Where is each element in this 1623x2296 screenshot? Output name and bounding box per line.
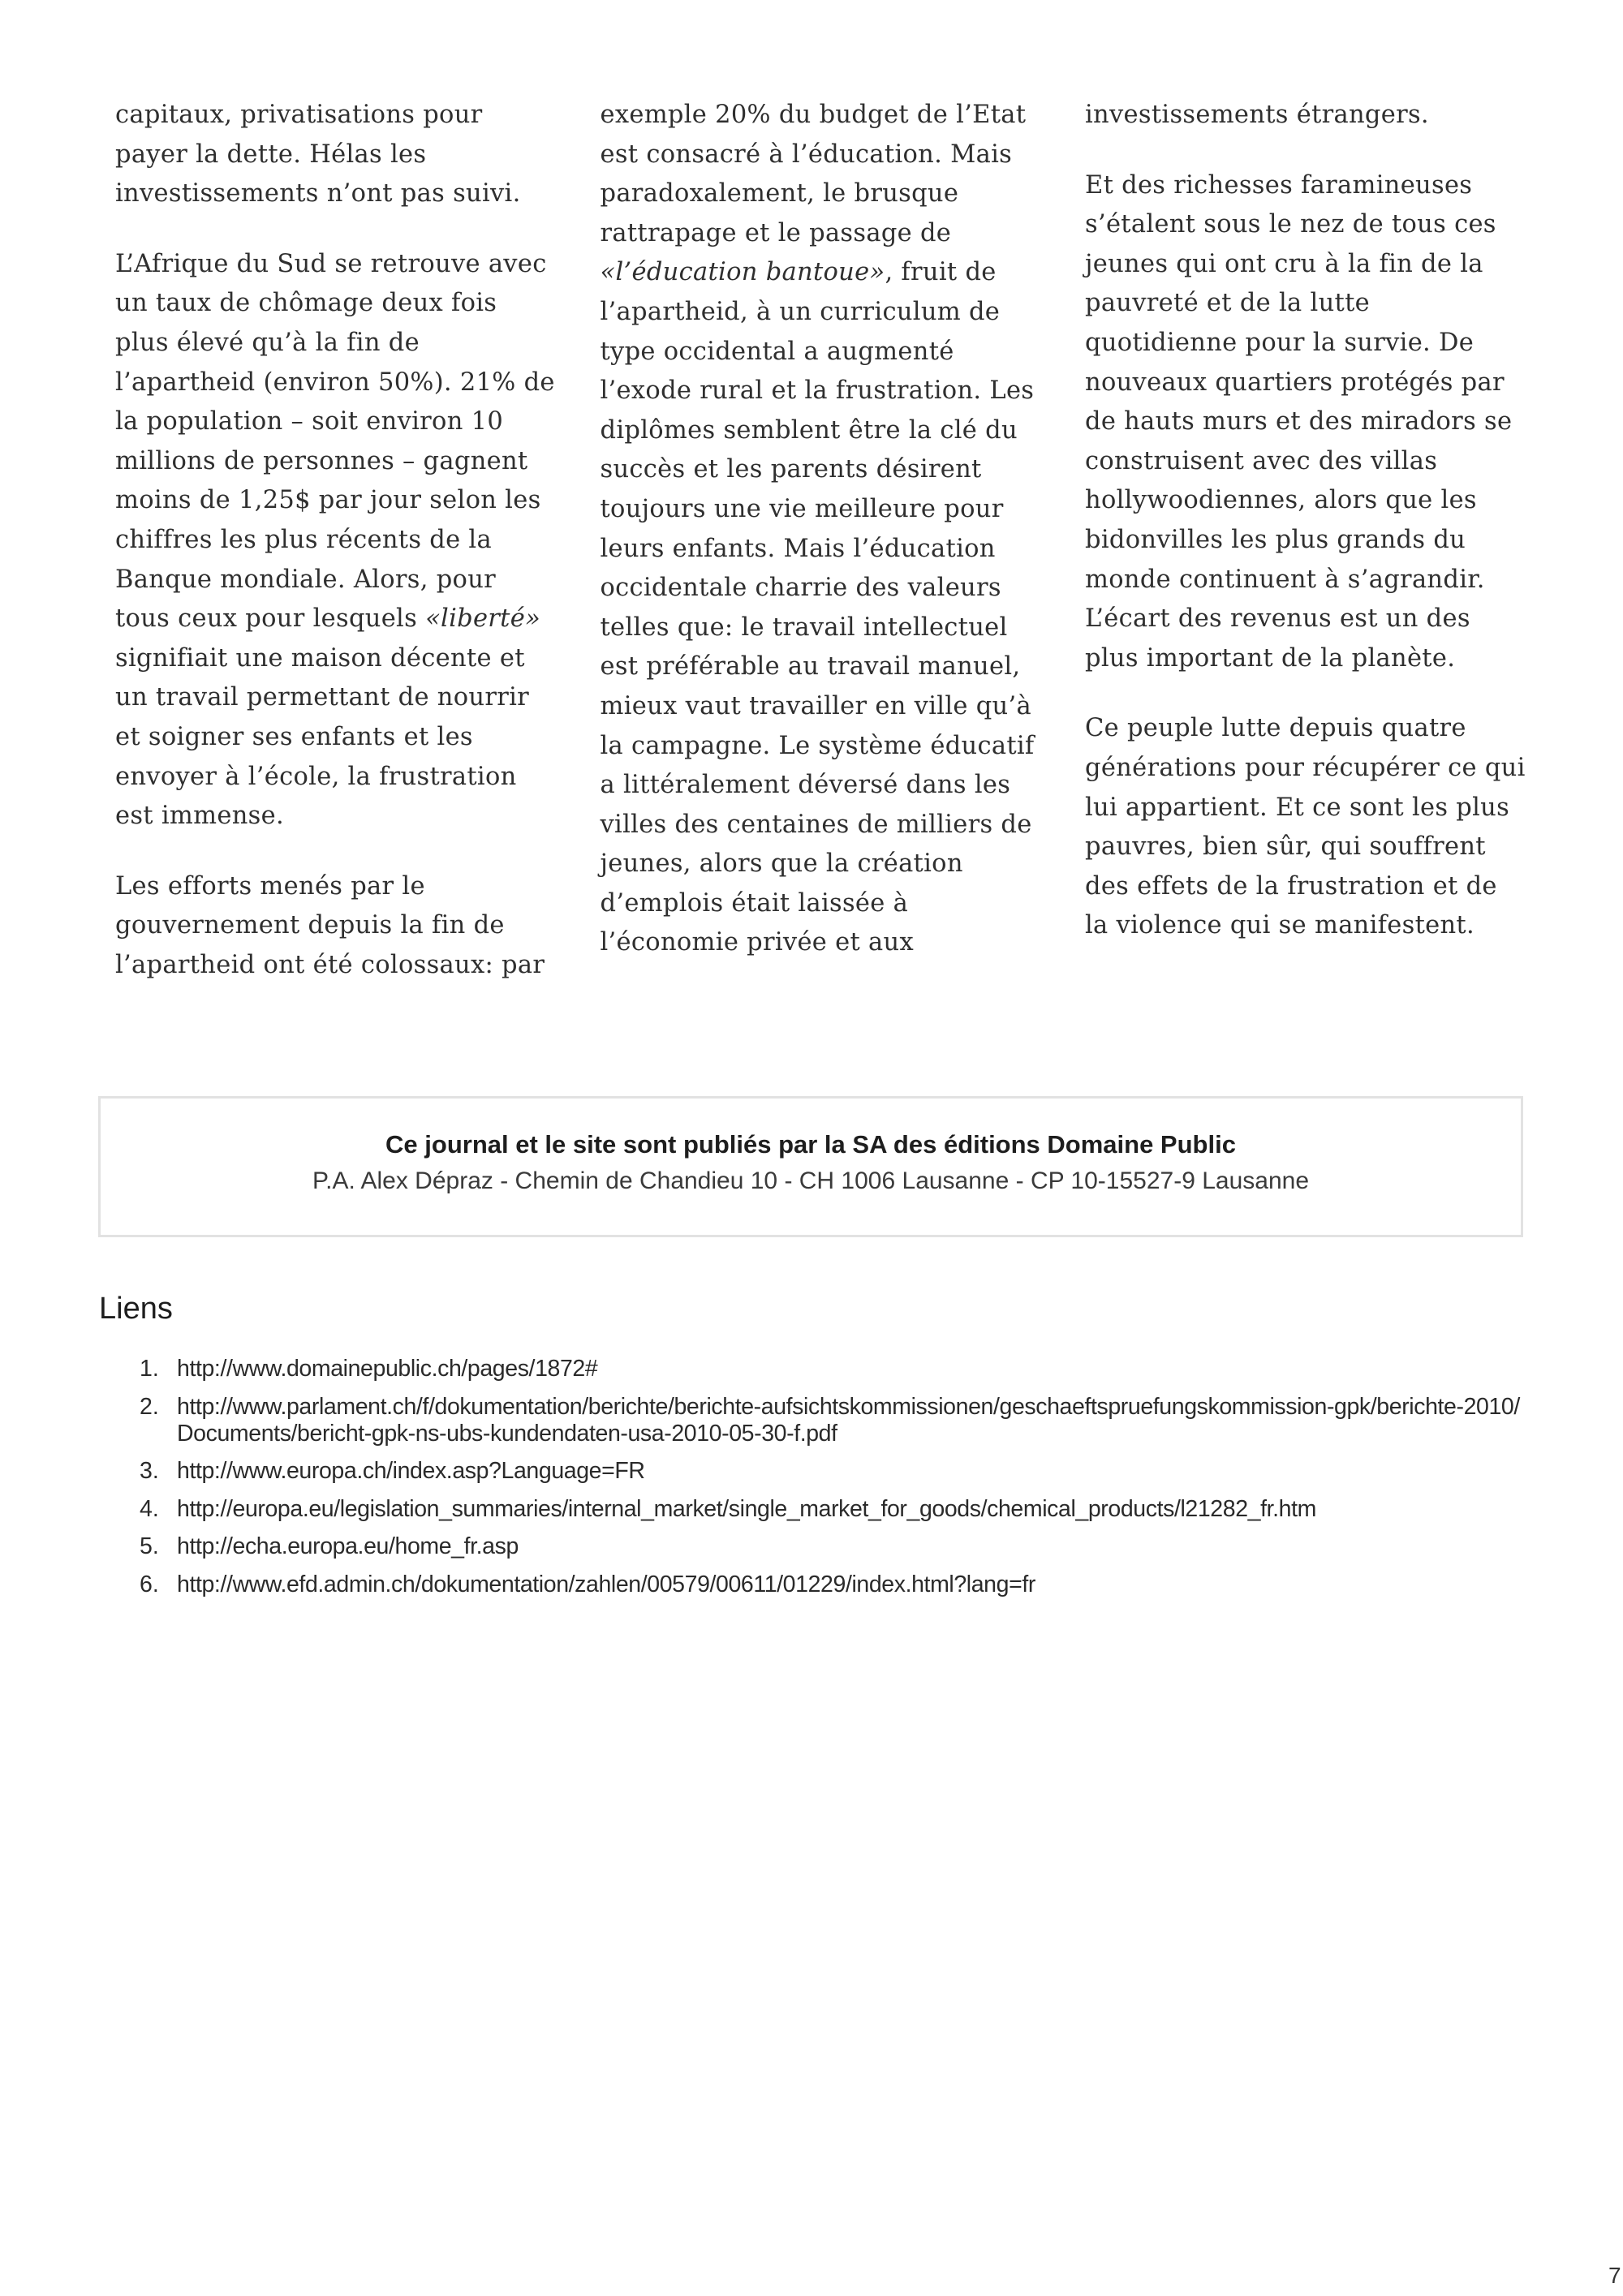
link-url[interactable]: http://www.europa.ch/index.asp?Language=FR [177, 1458, 645, 1484]
link-url[interactable]: http://www.parlament.ch/f/dokumentation/berichte/berichte-aufsichtskommissionen/geschaeftspruefungskommission-gpk/berichte-2010/Documents/bericht-gpk-ns-ubs-kundendaten-usa-2010-05-30-f.pdf [177, 1393, 1520, 1447]
links-heading: Liens [99, 1292, 173, 1326]
article-column-2 [601, 96, 1043, 1004]
article-paragraph: Les efforts menés par le gouvernement depuis la fin de l’apartheid ont été colossaux: par [115, 871, 545, 979]
link-number: 5. [140, 1533, 159, 1559]
paragraph-text: signifiait une maison décente et un travail permettant de nourrir et soigner ses enfants et les envoyer à l’école, la frustration est immense. [115, 643, 530, 831]
link-item [140, 1572, 1535, 1598]
link-item [140, 1394, 1535, 1447]
article-paragraph: capitaux, privatisations pour payer la dette. Hélas les investissements n’ont pas suivi. [115, 101, 521, 209]
article-column-3 [1085, 96, 1527, 1004]
italic-quote: «liberté» [425, 604, 541, 634]
link-item [140, 1533, 1535, 1560]
link-url[interactable]: http://www.domainepublic.ch/pages/1872# [177, 1356, 598, 1382]
article-paragraph [115, 245, 558, 836]
italic-quote: «l’éducation bantoue» [600, 258, 885, 287]
link-number: 4. [140, 1495, 159, 1522]
link-number: 6. [140, 1571, 159, 1597]
link-url[interactable]: http://europa.eu/legislation_summaries/internal_market/single_market_for_goods/chemical_products/l21282_fr.htm [177, 1495, 1316, 1522]
paragraph-text: , fruit de l’apartheid, à un curriculum de type occidental a augmenté l’exode rural et la frustration. Les diplômes semblent être la clé du succès et les parents désirent toujours une vie meilleure pour leurs enfants. Mais l’éducation occidentale charrie des valeurs telles que: le travail intellectuel est préférable au travail manuel, mieux vaut travailler en ville qu’à la campagne. Le système éducatif a littéralement déversé dans les villes des centaines de milliers de jeunes, alors que la création d’emplois était laissée à l’économie privée et aux [600, 258, 1035, 957]
link-item [140, 1458, 1535, 1485]
link-number: 3. [140, 1458, 159, 1484]
article-column-1 [115, 96, 558, 1004]
link-url[interactable]: http://www.efd.admin.ch/dokumentation/zahlen/00579/00611/01229/index.html?lang=fr [177, 1571, 1035, 1597]
link-item [140, 1496, 1535, 1523]
link-number: 1. [140, 1356, 159, 1382]
publisher-address: P.A. Alex Dépraz - Chemin de Chandieu 10 - CH 1006 Lausanne - CP 10-15527-9 Lausanne [312, 1167, 1310, 1194]
publisher-box [98, 1096, 1523, 1237]
page-number: 7 [1608, 2263, 1621, 2288]
publisher-title: Ce journal et le site sont publiés par la SA des éditions Domaine Public [385, 1130, 1236, 1159]
link-url[interactable]: http://echa.europa.eu/home_fr.asp [177, 1533, 519, 1559]
paragraph-text: exemple 20% du budget de l’Etat est consacré à l’éducation. Mais paradoxalement, le brusque rattrapage et le passage de [600, 101, 1027, 247]
article-columns [115, 96, 1527, 1004]
article-paragraph: Ce peuple lutte depuis quatre générations pour récupérer ce qui lui appartient. Et ce sont les plus pauvres, bien sûr, qui souffrent des effets de la frustration et de la violence qui se manifestent. [1085, 714, 1526, 940]
paragraph-text: L’Afrique du Sud se retrouve avec un taux de chômage deux fois plus élevé qu’à la fin de l’apartheid (environ 50%). 21% de la population – soit environ 10 millions de personnes – gagnent moins de 1,25$ par jour selon les chiffres les plus récents de la Banque mondiale. Alors, pour tous ceux pour lesquels [115, 249, 555, 634]
link-item [140, 1356, 1535, 1382]
article-paragraph: Et des richesses faramineuses s’étalent sous le nez de tous ces jeunes qui ont cru à la fin de la pauvreté et de la lutte quotidienne pour la survie. De nouveaux quartiers protégés par de hauts murs et des miradors se construisent avec des villas hollywoodiennes, alors que les bidonvilles les plus grands du monde continuent à s’agrandir. L’écart des revenus est un des plus important de la planète. [1085, 170, 1513, 673]
link-number: 2. [140, 1393, 159, 1420]
article-paragraph [601, 96, 1043, 963]
article-paragraph: investissements étrangers. [1085, 101, 1429, 129]
links-list [140, 1356, 1535, 1609]
